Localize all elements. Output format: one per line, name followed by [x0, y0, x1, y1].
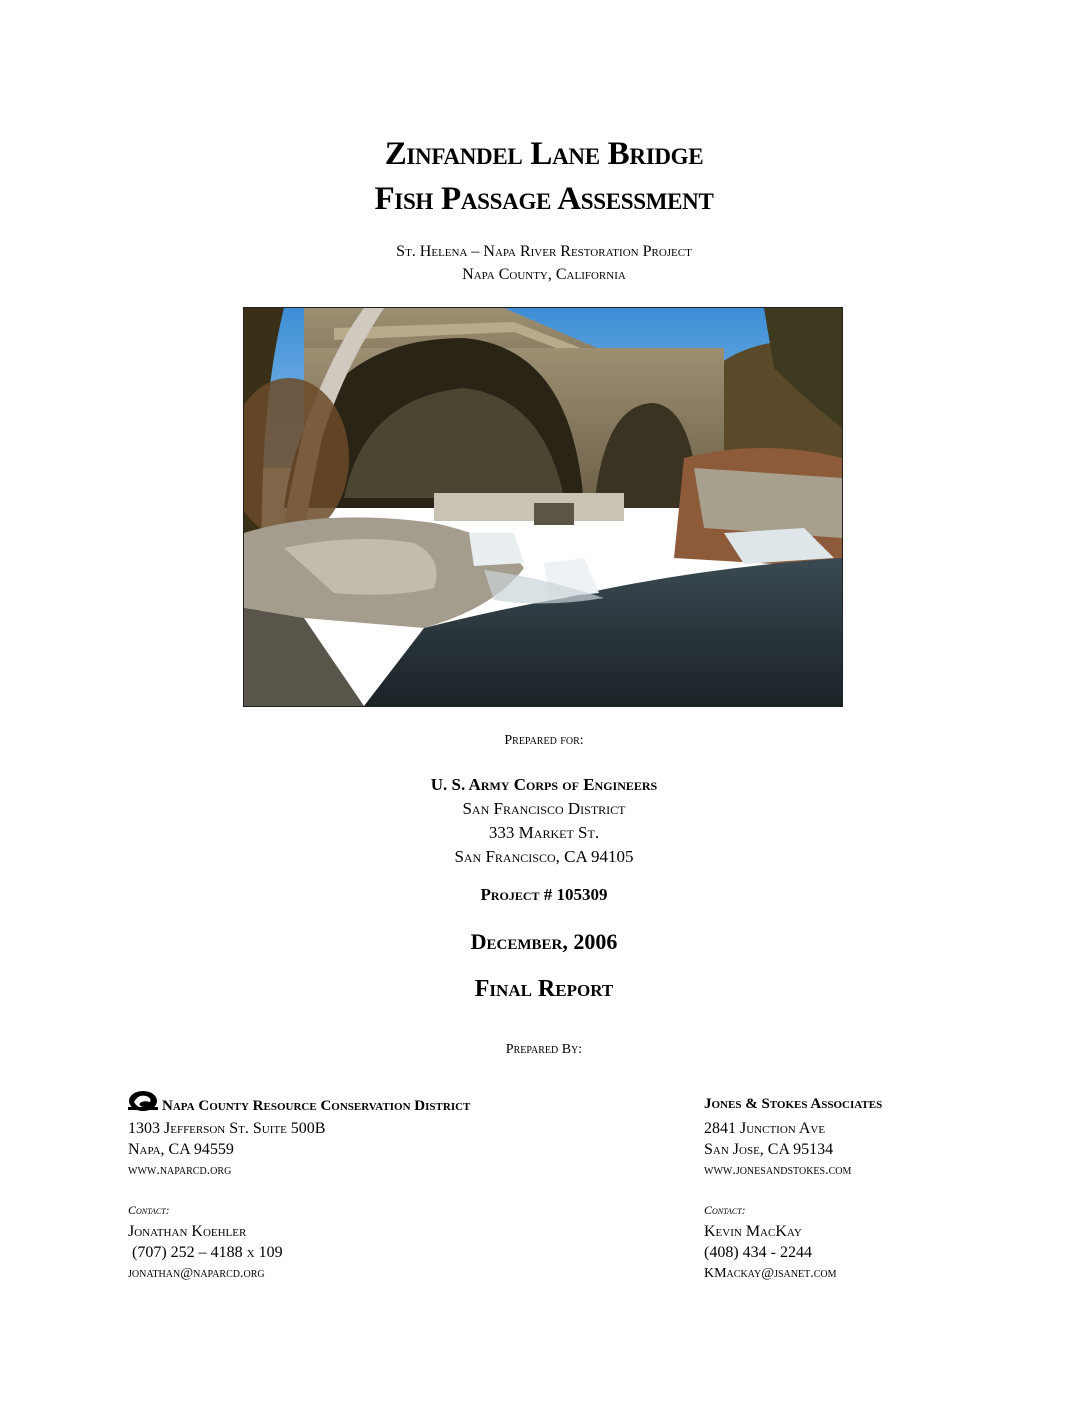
- client-org: U. S. Army Corps of Engineers: [430, 775, 658, 794]
- prepared-by-label: Prepared By:: [505, 1042, 583, 1057]
- subtitle-line-2: Napa County, California: [462, 266, 626, 283]
- report-type: Final Report: [474, 976, 614, 1002]
- js-contact-name: Kevin MacKay: [704, 1223, 802, 1240]
- report-date: December, 2006: [470, 929, 618, 954]
- rcd-name: Napa County Resource Conservation District: [162, 1098, 471, 1114]
- client-block: [0, 773, 1088, 869]
- js-name: Jones & Stokes Associates: [704, 1096, 883, 1112]
- rcd-city: Napa, CA 94559: [128, 1141, 234, 1158]
- bridge-photo: [243, 307, 843, 707]
- title-line-2: Fish Passage Assessment: [374, 181, 714, 217]
- js-street: 2841 Junction Ave: [704, 1120, 826, 1137]
- client-street: 333 Market St.: [488, 823, 600, 842]
- document-title: [0, 132, 1088, 222]
- prepared-for-label: Prepared for:: [504, 733, 584, 748]
- client-district: San Francisco District: [462, 799, 626, 818]
- rcd-website: www.naparcd.org: [128, 1163, 232, 1178]
- js-phone: (408) 434 - 2244: [704, 1244, 812, 1261]
- project-number: Project # 105309: [480, 885, 608, 904]
- rcd-logo-icon: [128, 1090, 158, 1118]
- subtitle-line-1: St. Helena – Napa River Restoration Project: [396, 243, 692, 260]
- js-city: San Jose, CA 95134: [704, 1141, 834, 1158]
- preparer-rcd: [128, 1090, 648, 1284]
- rcd-contact-label: Contact:: [128, 1203, 170, 1217]
- document-subtitle: [0, 240, 1088, 286]
- rcd-email: jonathan@naparcd.org: [128, 1266, 265, 1281]
- rcd-phone: (707) 252 – 4188 x 109: [128, 1244, 283, 1261]
- js-contact-label: Contact:: [704, 1203, 746, 1217]
- rcd-street: 1303 Jefferson St. Suite 500B: [128, 1120, 326, 1137]
- js-website: www.jonesandstokes.com: [704, 1163, 852, 1178]
- client-city: San Francisco, CA 94105: [454, 847, 634, 866]
- title-line-1: Zinfandel Lane Bridge: [384, 136, 704, 172]
- js-email: KMackay@jsanet.com: [704, 1266, 837, 1281]
- preparer-jones-stokes: [704, 1090, 1044, 1284]
- rcd-contact-name: Jonathan Koehler: [128, 1223, 247, 1240]
